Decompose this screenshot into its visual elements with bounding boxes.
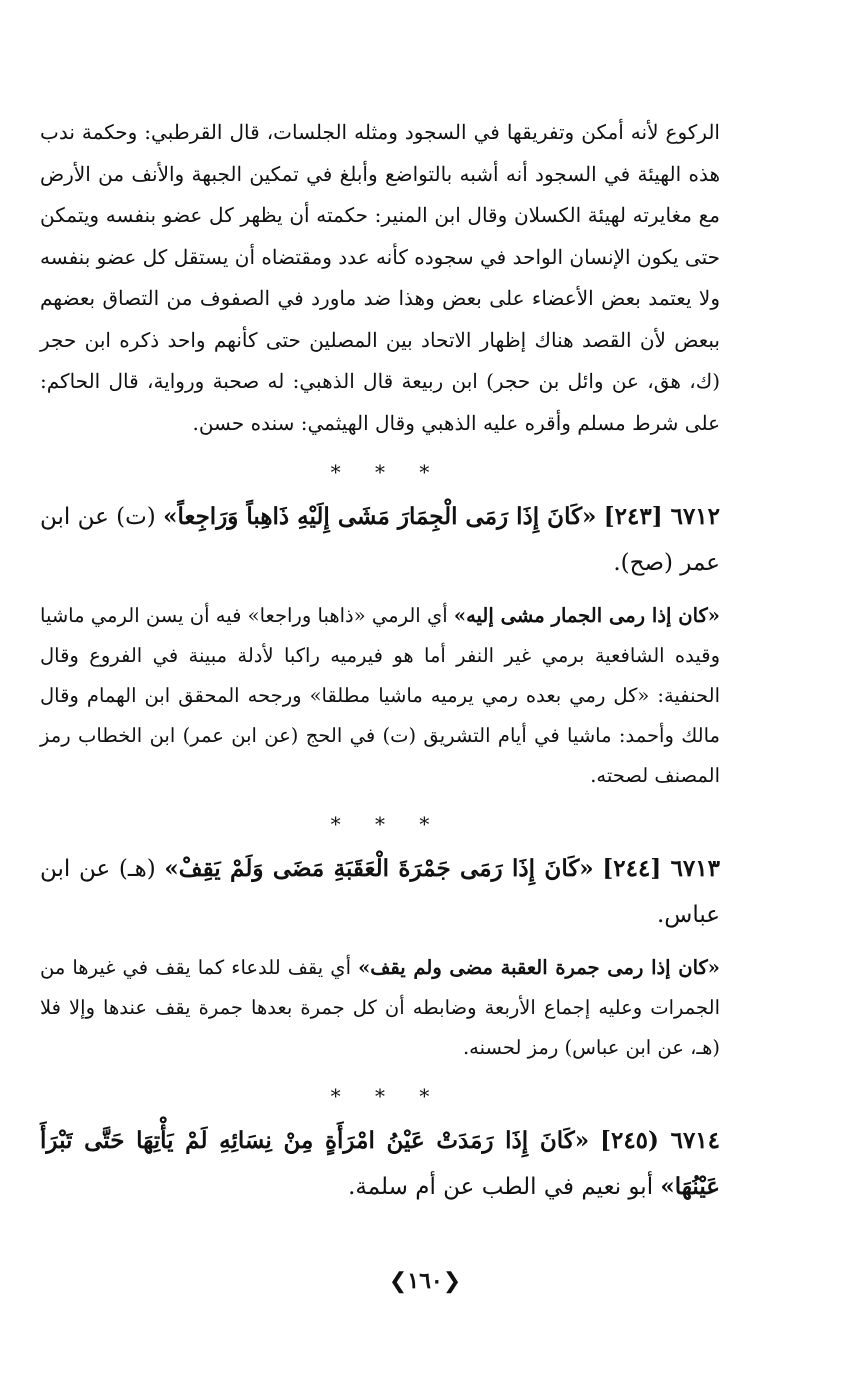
commentary-text: أي يقف للدعاء كما يقف في غيرها من الجمرات وعليه إجماع الأربعة وضابطه أن كل جمرة بعدها جمرة يقف عندها وإلا فلا (هـ، عن ابن عباس) رمز لحسنه. [40,956,720,1059]
section-separator: * * * [330,1084,444,1108]
hadith-source: (ت) عن ابن عمر (صح). [40,504,720,576]
commentary-text: أي الرمي «ذاهبا وراجعا» فيه أن يسن الرمي ماشيا وقيده الشافعية برمي غير النفر أما هو فيرميه راكبا لأدلة مبينة في الفروع وقال الحنفية: «كل رمي بعده رمي يرميه ماشيا مطلقا» ورجحه المحقق ابن الهمام وقال مالك وأحمد: ماشيا في أيام التشريق (ت) في الحج (عن ابن عمر) ابن الخطاب رمز المصنف لصحته. [40,604,720,787]
page-number-ornament: ❮١٦٠❯ [388,1268,462,1294]
hadith-commentary [40,948,720,1068]
commentary-quote: «كان إذا رمى الجمار مشى إليه» [453,604,720,627]
hadith-source: أبو نعيم في الطب عن أم سلمة. [348,1174,654,1200]
hadith-number: ٦٧١٢ [٢٤٣] [603,503,721,530]
page-number: ١٦٠ [407,1268,443,1294]
page-body [40,112,720,1210]
hadith-number: ٦٧١٣ [٢٤٤] [602,855,720,882]
hadith-text: «كَانَ إِذَا رَمَى جَمْرَةَ الْعَقَبَةِ مَضَى وَلَمْ يَقِفْ» [164,855,594,882]
hadith-entry [40,846,720,938]
commentary-quote: «كان إذا رمى جمرة العقبة مضى ولم يقف» [358,956,720,979]
hadith-text: «كَانَ إِذَا رَمَى الْجِمَارَ مَشَى إِلَيْهِ ذَاهِباً وَرَاجِعاً» [163,503,597,530]
intro-paragraph: الركوع لأنه أمكن وتفريقها في السجود ومثله الجلسات، قال القرطبي: وحكمة ندب هذه الهيئة في السجود أنه أشبه بالتواضع وأبلغ في تمكين الجبهة والأنف من الأرض مع مغايرته لهيئة الكسلان وقال ابن المنير: حكمته أن يظهر كل عضو بنفسه ويتمكن حتى يكون الإنسان الواحد في سجوده كأنه عدد ومقتضاه أن يستقل كل عضو بنفسه ولا يعتمد بعض الأعضاء على بعض وهذا ضد ماورد في الصفوف من التصاق بعضهم ببعض لأن القصد هناك إظهار الاتحاد بين المصلين حتى كأنهم واحد ذكره ابن حجر (ك، هق، عن وائل بن حجر) ابن ربيعة قال الذهبي: له صحبة ورواية، قال الحاكم: على شرط مسلم وأقره عليه الذهبي وقال الهيثمي: سنده حسن. [40,120,720,435]
section-separator: * * * [330,460,444,484]
section-separator: * * * [330,812,444,836]
hadith-source: (هـ) عن ابن عباس. [40,856,720,928]
hadith-text: «كَانَ إِذَا رَمَدَتْ عَيْنُ امْرَأَةٍ مِنْ نِسَائِهِ لَمْ يَأْتِهَا حَتَّى تَبْرَأَ عَيْنُهَا» [40,1127,720,1200]
hadith-number: ٦٧١٤ (٢٤٥] [600,1127,721,1154]
hadith-entry [40,494,720,586]
hadith-commentary [40,596,720,796]
hadith-entry [40,1118,720,1210]
